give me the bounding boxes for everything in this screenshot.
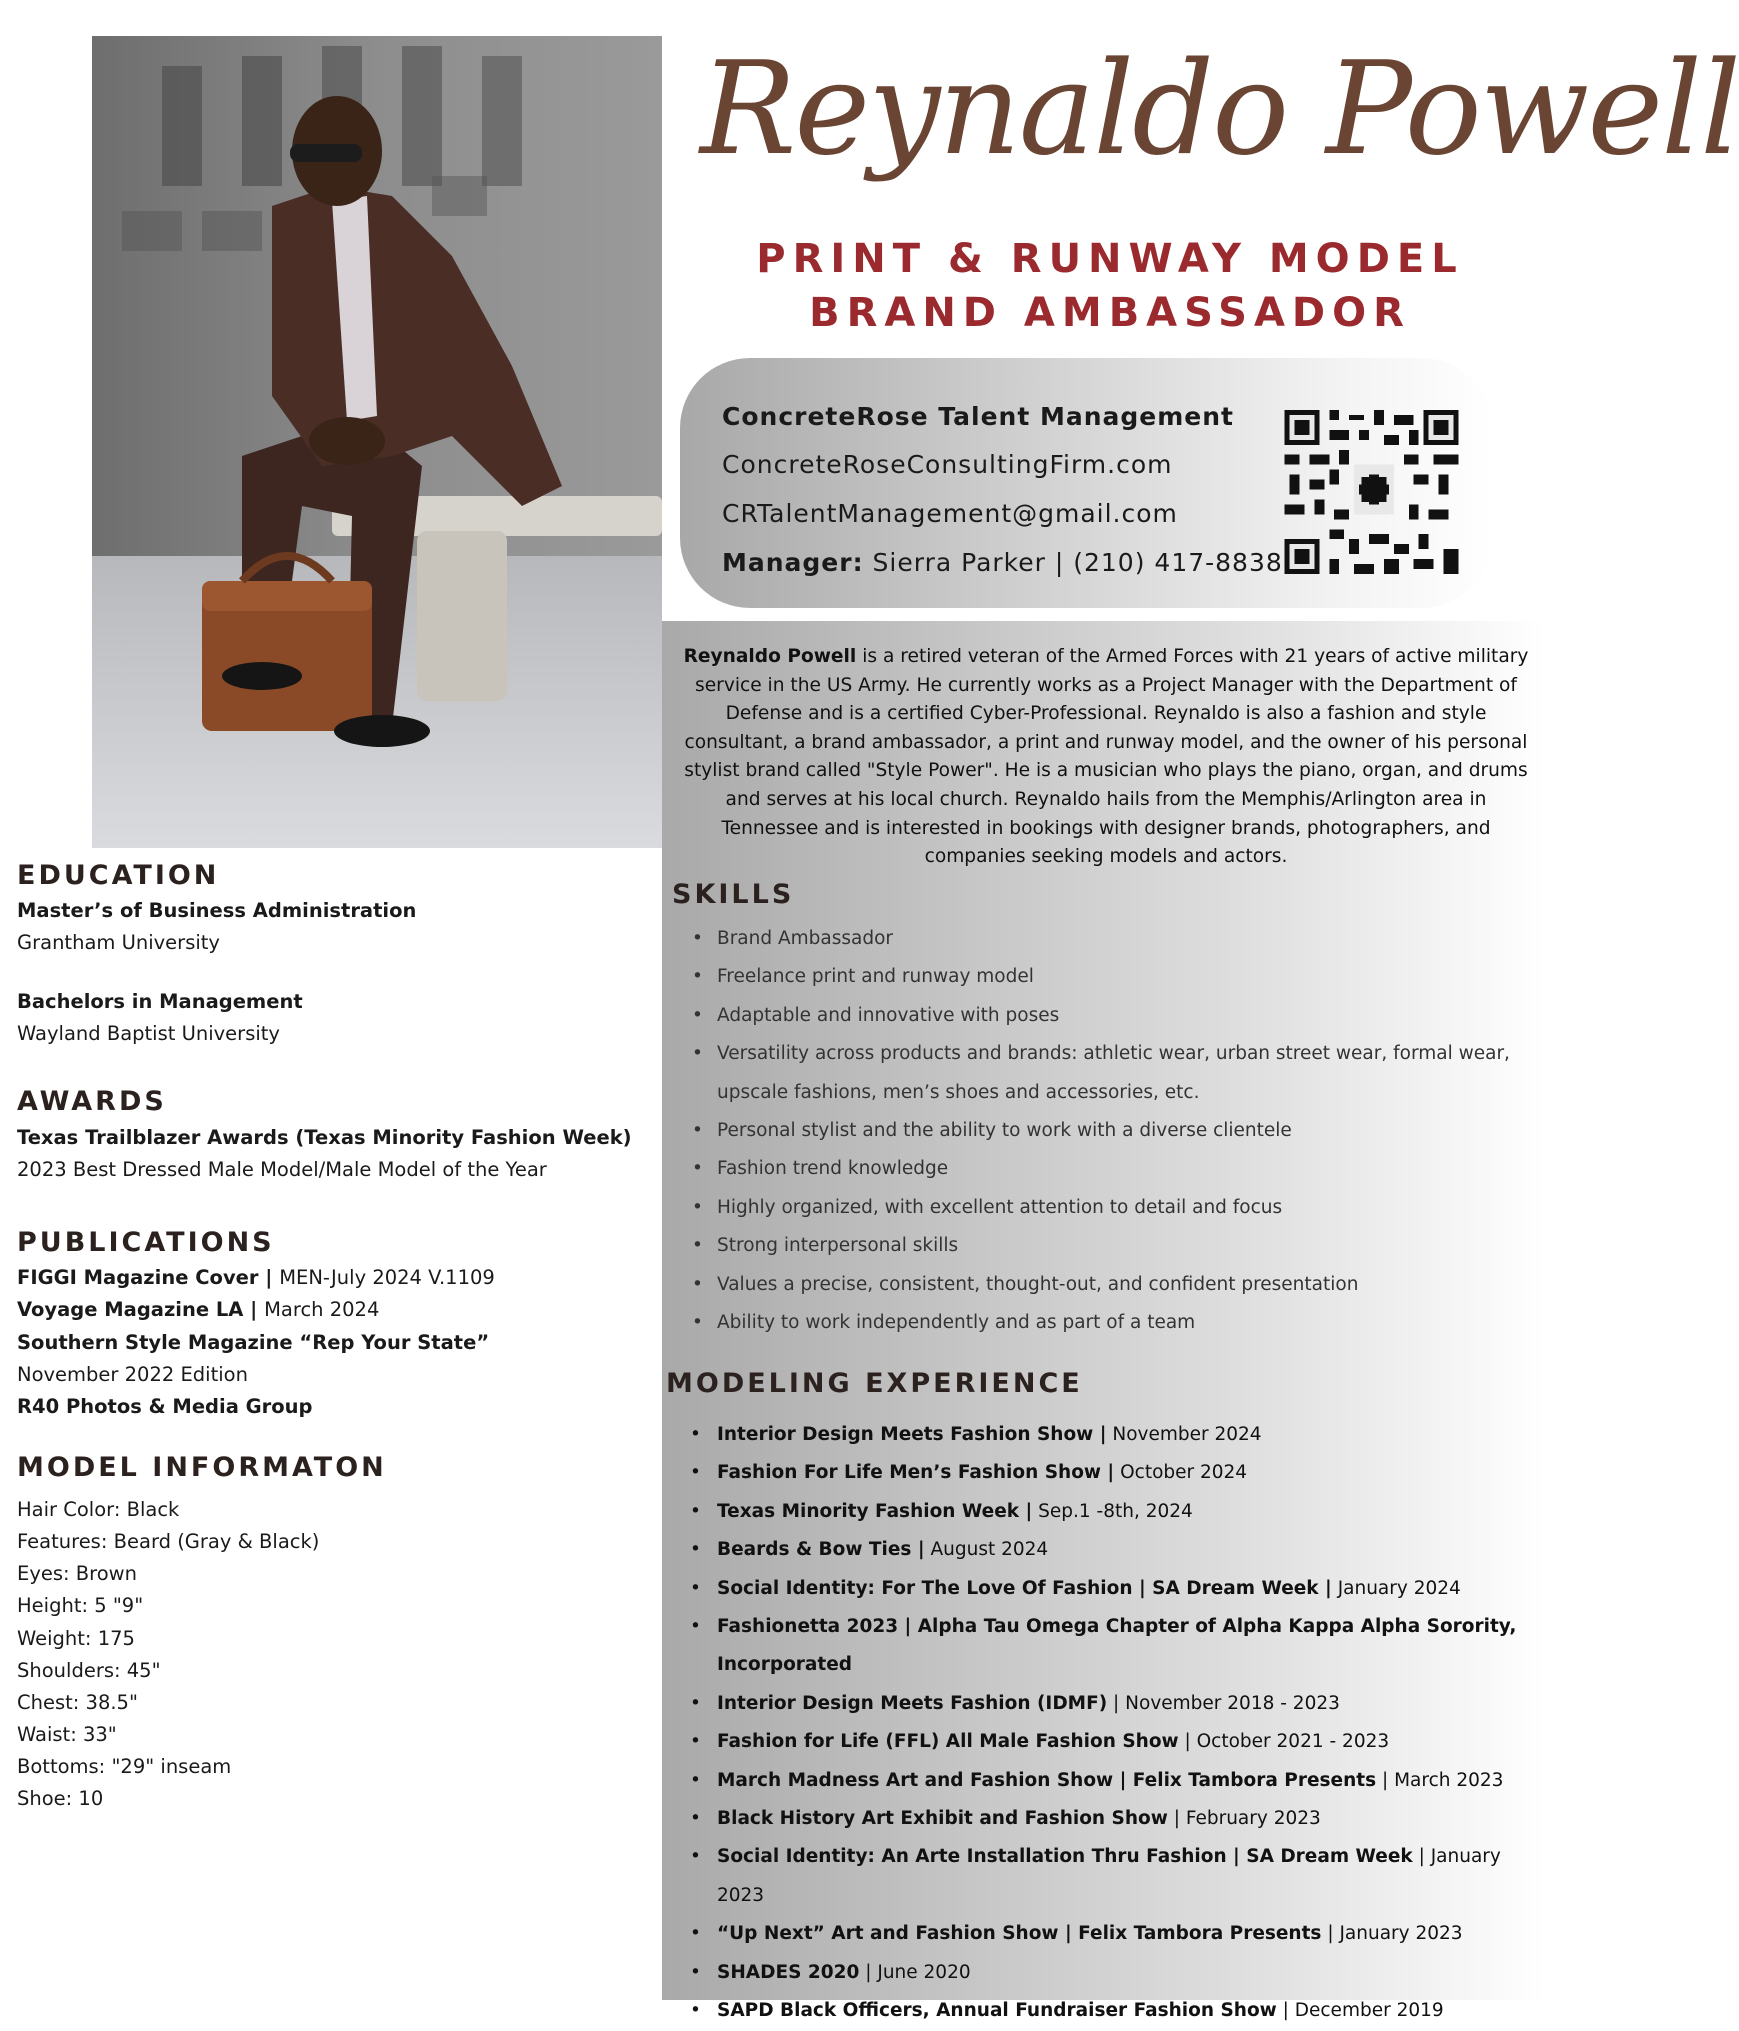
model-info-item: Features: Beard (Gray & Black) <box>17 1530 320 1553</box>
publication-1-title: FIGGI Magazine Cover | <box>17 1266 280 1289</box>
profile-photo <box>92 36 662 848</box>
experience-item <box>690 1954 1542 1992</box>
publication-2-title: Voyage Magazine LA | <box>17 1298 265 1321</box>
education-heading: EDUCATION <box>17 860 220 891</box>
experience-item <box>690 1838 1542 1915</box>
experience-title: “Up Next” Art and Fashion Show | Felix Tambora Presents <box>717 1923 1322 1945</box>
experience-item <box>690 1915 1542 1953</box>
award-detail: 2023 Best Dressed Male Model/Male Model of the Year <box>17 1158 547 1181</box>
publication-4-title: R40 Photos & Media Group <box>17 1395 313 1418</box>
publication-3-title: Southern Style Magazine “Rep Your State” <box>17 1331 490 1354</box>
skill-item: • Fashion trend knowledge <box>692 1150 1542 1188</box>
qr-code-icon[interactable] <box>1284 410 1459 574</box>
model-info-item: Weight: 175 <box>17 1627 135 1650</box>
experience-item <box>690 1800 1542 1838</box>
bio-paragraph <box>676 643 1536 872</box>
experience-title: Black History Art Exhibit and Fashion Show <box>717 1808 1168 1830</box>
experience-date: | October 2021 - 2023 <box>1178 1731 1390 1753</box>
experience-date: November 2024 <box>1106 1424 1262 1445</box>
skill-item: • Values a precise, consistent, thought-out, and confident presentation <box>692 1266 1542 1304</box>
publication-1 <box>17 1266 495 1289</box>
publication-1-detail: MEN-July 2024 V.1109 <box>279 1266 495 1289</box>
experience-date: | December 2019 <box>1276 2000 1444 2022</box>
model-info-item: Hair Color: Black <box>17 1498 180 1521</box>
experience-date: Sep.1 -8th, 2024 <box>1032 1500 1193 1522</box>
publications-heading: PUBLICATIONS <box>17 1227 275 1258</box>
skill-item: • Brand Ambassador <box>692 920 1542 958</box>
model-info-item: Height: 5 "9" <box>17 1594 144 1617</box>
experience-date: August 2024 <box>924 1539 1049 1561</box>
experience-title: Interior Design Meets Fashion Show | <box>717 1424 1107 1445</box>
experience-title: Beards & Bow Ties | <box>717 1539 925 1561</box>
bio-text: is a retired veteran of the Armed Forces with 21 years of active military service in the US Army. He currently works as a Project Manager with the Department of Defense and is a certified Cyber-Professional. Reynaldo is also a fashion and style consultant, a brand ambassador, a print and runway model, and the owner of his personal stylist brand called "Style Power". He is a musician who plays the piano, organ, and drums and serves at his local church. Reynaldo hails from the Memphis/Arlington area in Tennessee and is interested in bookings with designer brands, photographers, and companies seeking models and actors. <box>684 646 1529 868</box>
experience-item <box>690 1685 1542 1723</box>
publication-2-detail: March 2024 <box>264 1298 380 1321</box>
education-school-1: Grantham University <box>17 931 220 954</box>
model-info-item: Chest: 38.5" <box>17 1691 138 1714</box>
model-info-item: Eyes: Brown <box>17 1562 137 1585</box>
education-degree-2: Bachelors in Management <box>17 990 303 1013</box>
experience-title: March Madness Art and Fashion Show | Felix Tambora Presents <box>717 1769 1377 1791</box>
experience-title: Fashion For Life Men’s Fashion Show | <box>717 1462 1115 1484</box>
model-info-item: Waist: 33" <box>17 1723 117 1746</box>
award-name: Texas Trailblazer Awards (Texas Minority Fashion Week) <box>17 1126 632 1149</box>
role-title-1: PRINT & RUNWAY MODEL <box>756 236 1464 282</box>
role-title-2: BRAND AMBASSADOR <box>809 290 1411 336</box>
model-info-heading: MODEL INFORMATON <box>17 1452 387 1483</box>
agency-name: ConcreteRose Talent Management <box>722 402 1234 431</box>
skills-heading: SKILLS <box>672 879 795 910</box>
experience-item <box>690 1570 1542 1608</box>
experience-title: SAPD Black Officers, Annual Fundraiser Fashion Show <box>717 2000 1277 2022</box>
experience-list <box>690 1416 1542 2031</box>
experience-date: | January 2023 <box>1321 1923 1463 1945</box>
experience-title: Social Identity: An Arte Installation Thru Fashion | SA Dream Week <box>717 1846 1413 1868</box>
experience-item <box>690 1493 1542 1531</box>
contact-card <box>680 358 1492 608</box>
experience-title: Fashionetta 2023 | Alpha Tau Omega Chapter of Alpha Kappa Alpha Sorority, Incorporated <box>717 1616 1517 1676</box>
manager-label: Manager: <box>722 548 864 577</box>
model-info-item: Shoulders: 45" <box>17 1659 161 1682</box>
model-info-item: Bottoms: "29" inseam <box>17 1755 232 1778</box>
experience-item <box>690 1723 1542 1761</box>
experience-date: | June 2020 <box>859 1961 971 1983</box>
email-link[interactable]: CRTalentManagement@gmail.com <box>722 499 1178 528</box>
publication-2 <box>17 1298 379 1321</box>
experience-title: Texas Minority Fashion Week | <box>717 1500 1033 1522</box>
experience-item <box>690 1608 1542 1685</box>
experience-item <box>690 1992 1542 2030</box>
experience-date: | March 2023 <box>1376 1769 1504 1791</box>
experience-item <box>690 1454 1542 1492</box>
skill-item: • Versatility across products and brands: athletic wear, urban street wear, formal wear, upscale fashions, men’s shoes and accessories, etc. <box>692 1035 1542 1112</box>
manager-line <box>722 548 1283 577</box>
experience-date: | January 2023 <box>717 1846 1501 1906</box>
skill-item: • Adaptable and innovative with poses <box>692 997 1542 1035</box>
bio-lead-name: Reynaldo Powell <box>683 646 857 667</box>
experience-title: Interior Design Meets Fashion (IDMF) <box>717 1692 1108 1714</box>
experience-date: | November 2018 - 2023 <box>1107 1692 1340 1714</box>
skill-item: • Ability to work independently and as part of a team <box>692 1304 1542 1342</box>
awards-heading: AWARDS <box>17 1086 167 1117</box>
experience-date: October 2024 <box>1114 1462 1248 1484</box>
skill-item: • Freelance print and runway model <box>692 958 1542 996</box>
skill-item: • Strong interpersonal skills <box>692 1227 1542 1265</box>
experience-title: Fashion for Life (FFL) All Male Fashion Show <box>717 1731 1179 1753</box>
name-title: Reynaldo Powell <box>700 35 1739 184</box>
publication-3-detail: November 2022 Edition <box>17 1363 248 1386</box>
experience-heading: MODELING EXPERIENCE <box>666 1368 1083 1399</box>
website-link[interactable]: ConcreteRoseConsultingFirm.com <box>722 450 1173 479</box>
education-degree-1: Master’s of Business Administration <box>17 899 417 922</box>
experience-date: January 2024 <box>1331 1577 1461 1599</box>
skill-item: • Personal stylist and the ability to work with a diverse clientele <box>692 1112 1542 1150</box>
experience-date: | February 2023 <box>1167 1808 1321 1830</box>
experience-title: SHADES 2020 <box>717 1961 860 1983</box>
education-school-2: Wayland Baptist University <box>17 1022 280 1045</box>
experience-item <box>690 1416 1542 1454</box>
skills-list <box>692 920 1542 1342</box>
experience-item <box>690 1762 1542 1800</box>
experience-title: Social Identity: For The Love Of Fashion | SA Dream Week | <box>717 1577 1332 1599</box>
skill-item: • Highly organized, with excellent attention to detail and focus <box>692 1189 1542 1227</box>
model-info-item: Shoe: 10 <box>17 1787 104 1810</box>
manager-value: Sierra Parker | (210) 417-8838 <box>872 548 1283 577</box>
experience-item <box>690 1531 1542 1569</box>
